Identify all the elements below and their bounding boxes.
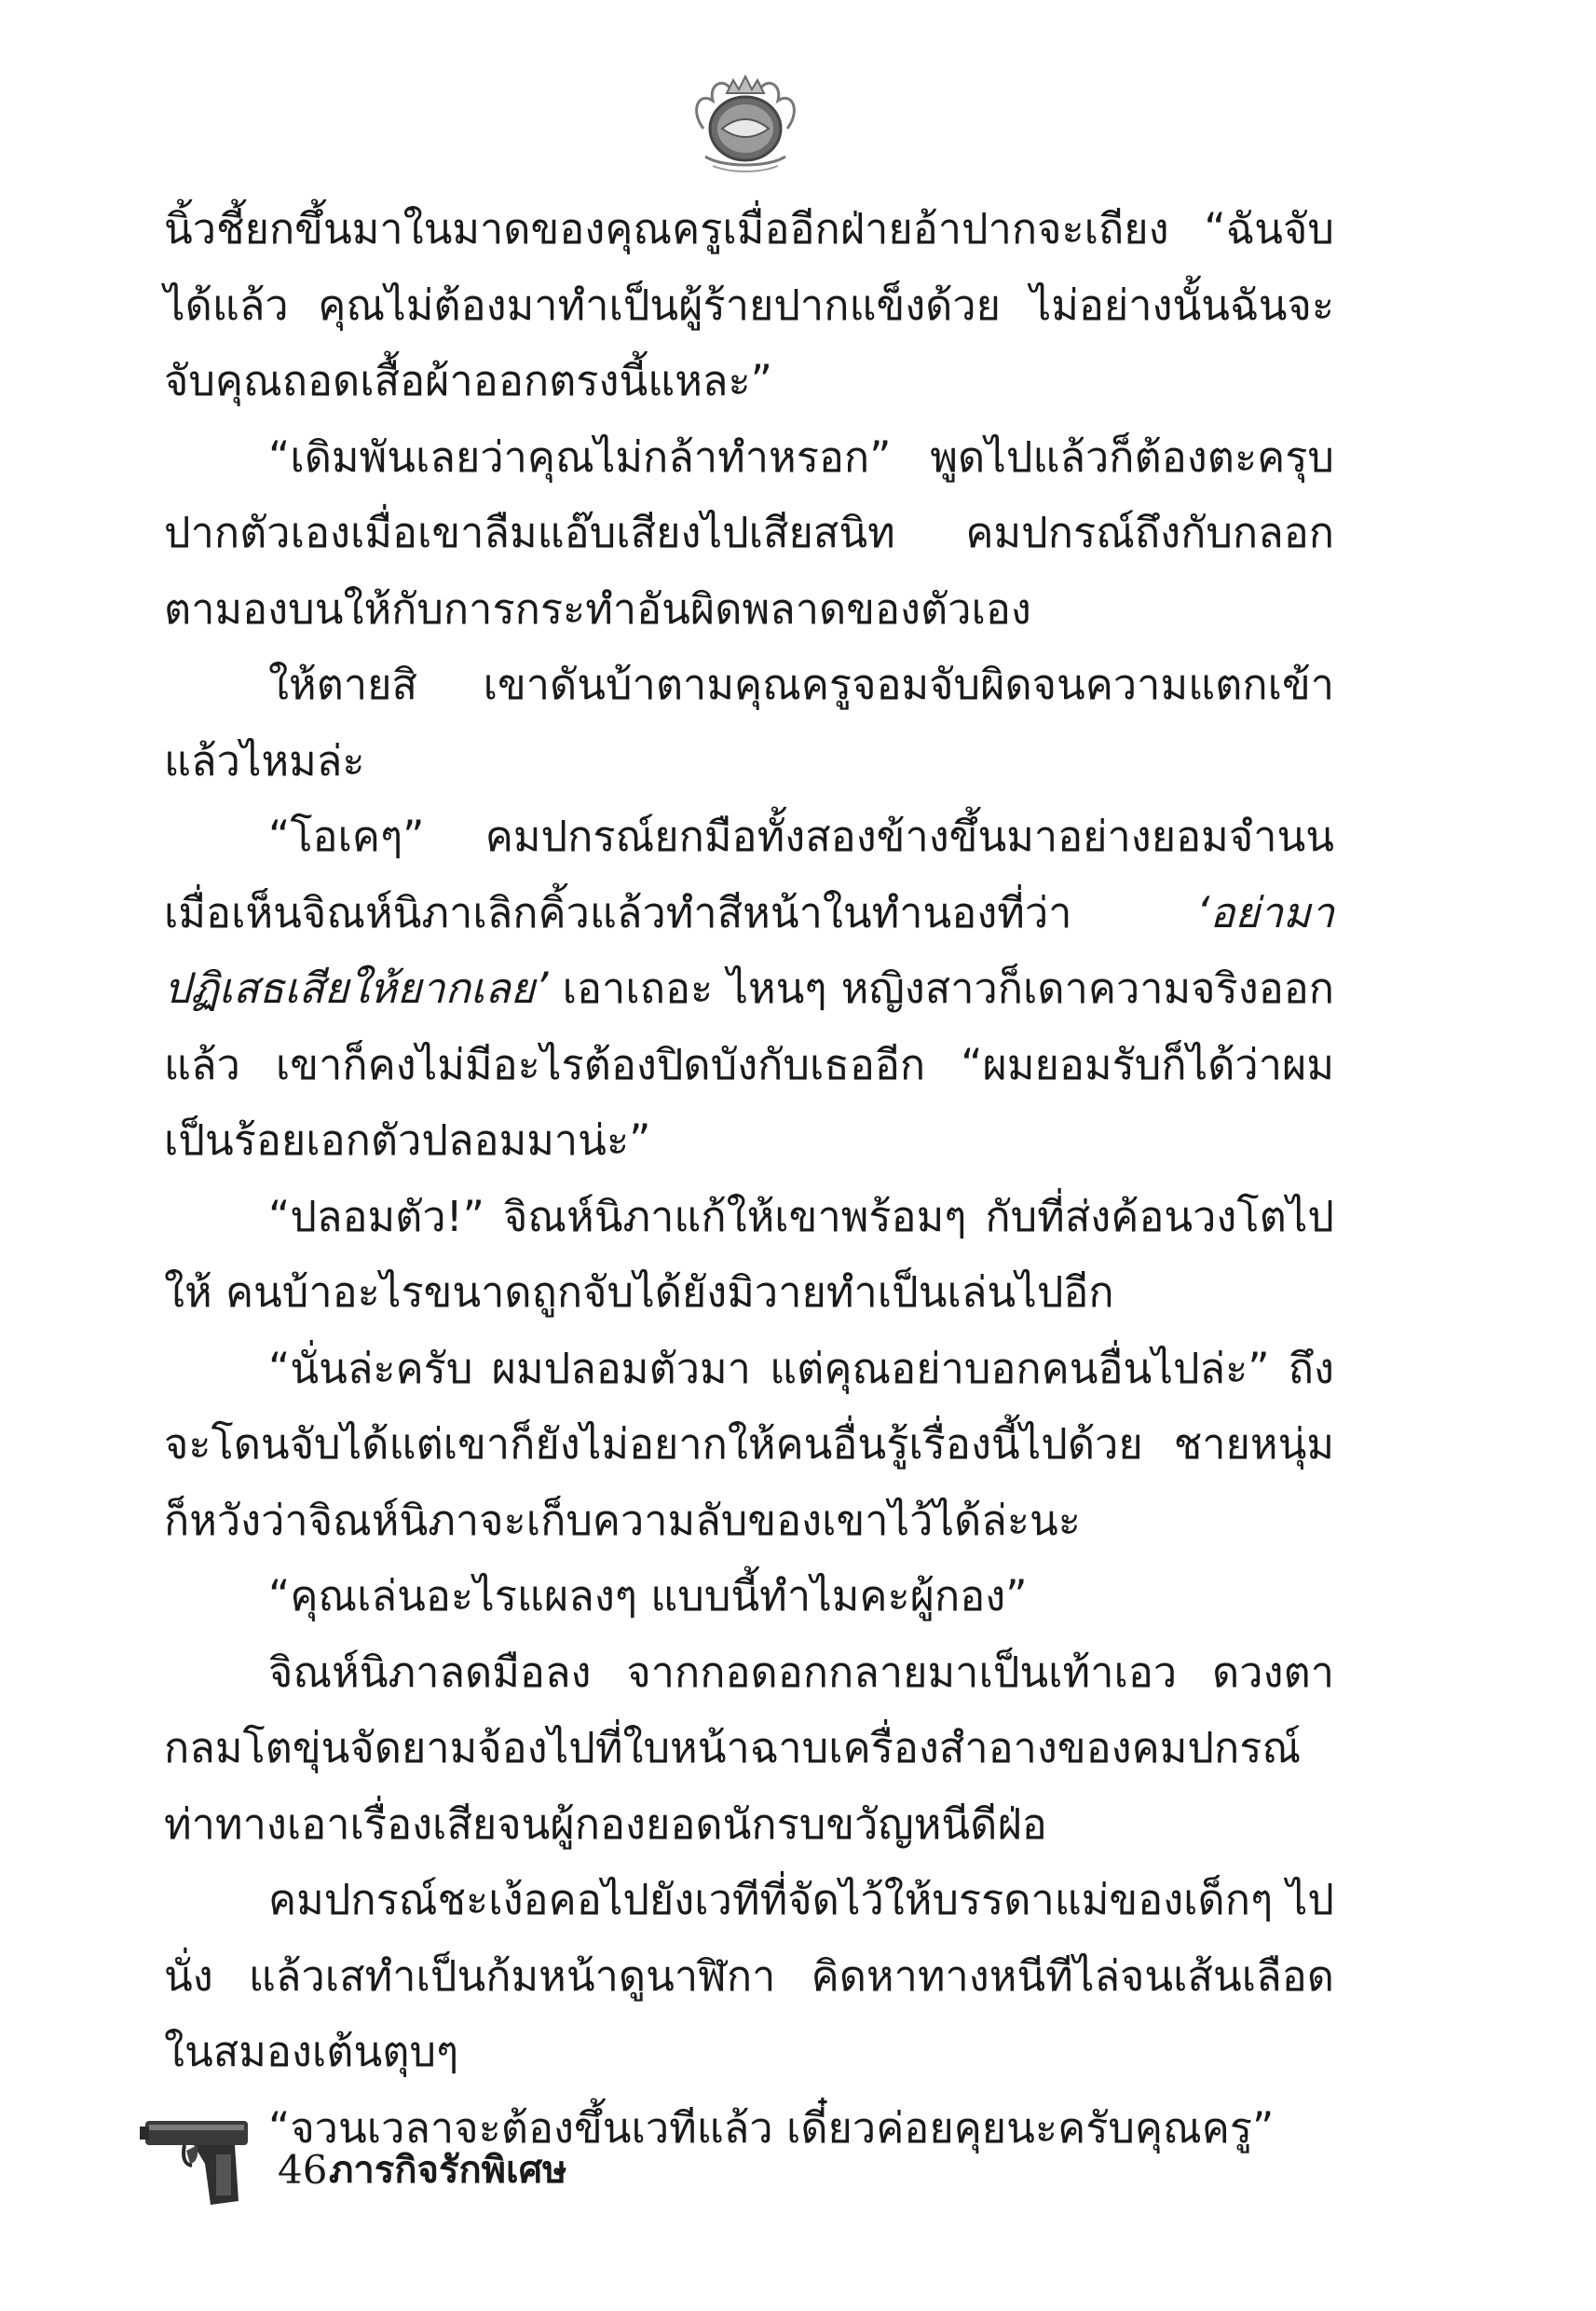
paragraph: คมปกรณ์ชะเง้อคอไปยังเวทีที่จัดไว้ให้บรรดาแม่ของเด็กๆ ไปนั่ง แล้วเสทำเป็นก้มหน้าดูนาฬิกา คิดหาทางหนีทีไล่จนเส้นเลือดในสมองเต้นตุบๆ bbox=[164, 1875, 1334, 2076]
paragraph-text: “โอเคๆ” คมปกรณ์ยกมือทั้งสองข้างขึ้นมาอย่างยอมจำนนเมื่อเห็นจิณห์นิภาเลิกคิ้วแล้วทำสีหน้าในทำนองที่ว่า bbox=[164, 812, 1334, 937]
paragraph: “เดิมพันเลยว่าคุณไม่กล้าทำหรอก” พูดไปแล้วก็ต้องตะครุบปากตัวเองเมื่อเขาลืมแอ๊บเสียงไปเสียสนิท คมปกรณ์ถึงกับกลอกตามองบนให้กับการกระทำอันผิดพลาดของตัวเอง bbox=[164, 431, 1334, 634]
book-title: ภารกิจรักพิเศษ bbox=[329, 2149, 567, 2192]
paragraph: นิ้วชี้ยกขึ้นมาในมาดของคุณครูเมื่ออีกฝ่ายอ้าปากจะเถียง “ฉันจับได้แล้ว คุณไม่ต้องมาทำเป็นผู้ร้ายปากแข็งด้วย ไม่อย่างนั้นฉันจะจับคุณถอดเสื้อผ้าออกตรงนี้แหละ” bbox=[164, 204, 1334, 405]
pistol-icon bbox=[138, 2108, 254, 2210]
paragraph bbox=[164, 799, 1334, 1179]
paragraph-text: เอาเถอะ ไหนๆ หญิงสาวก็เดาความจริงออกแล้ว เขาก็คงไม่มีอะไรต้องปิดบังกับเธออีก “ผมยอมรับก็ได้ว่าผมเป็นร้อยเอกตัวปลอมมาน่ะ” bbox=[164, 964, 1334, 1165]
paragraph: “นั่นล่ะครับ ผมปลอมตัวมา แต่คุณอย่าบอกคนอื่นไปล่ะ” ถึงจะโดนจับได้แต่เขาก็ยังไม่อยากให้คนอื่นรู้เรื่องนี้ไปด้วย ชายหนุ่มก็หวังว่าจิณห์นิภาจะเก็บความลับของเขาไว้ได้ล่ะนะ bbox=[164, 1343, 1334, 1545]
paragraph: ให้ตายสิ เขาดันบ้าตามคุณครูจอมจับผิดจนความแตกเข้าแล้วไหมล่ะ bbox=[164, 660, 1334, 786]
page-footer bbox=[138, 2108, 790, 2210]
paragraph: “คุณเล่นอะไรแผลงๆ แบบนี้ทำไมคะผู้กอง” bbox=[268, 1571, 1028, 1620]
paragraph: “จวนเวลาจะต้องขึ้นเวทีแล้ว เดี๋ยวค่อยคุยนะครับคุณครู” bbox=[268, 2102, 1275, 2153]
paragraph-italic-text: ‘อย่ามาปฏิเสธเสียให้ยากเลย’ bbox=[164, 887, 1334, 1013]
paragraph: “ปลอมตัว!” จิณห์นิภาแก้ให้เขาพร้อมๆ กับที่ส่งค้อนวงโตไปให้ คนบ้าอะไรขนาดถูกจับได้ยังมิวายทำเป็นเล่นไปอีก bbox=[164, 1191, 1334, 1317]
paragraph: จิณห์นิภาลดมือลง จากกอดอกกลายมาเป็นเท้าเอว ดวงตากลมโตขุ่นจัดยามจ้องไปที่ใบหน้าฉาบเครื่องสำอางของคมปกรณ์ท่าทางเอาเรื่องเสียจนผู้กองยอดนักรบขวัญหนีดีฝ่อ bbox=[164, 1647, 1334, 1849]
ornate-crest-logo bbox=[685, 73, 806, 177]
body-text bbox=[164, 191, 1334, 2166]
page-number: 46 bbox=[278, 2147, 328, 2193]
